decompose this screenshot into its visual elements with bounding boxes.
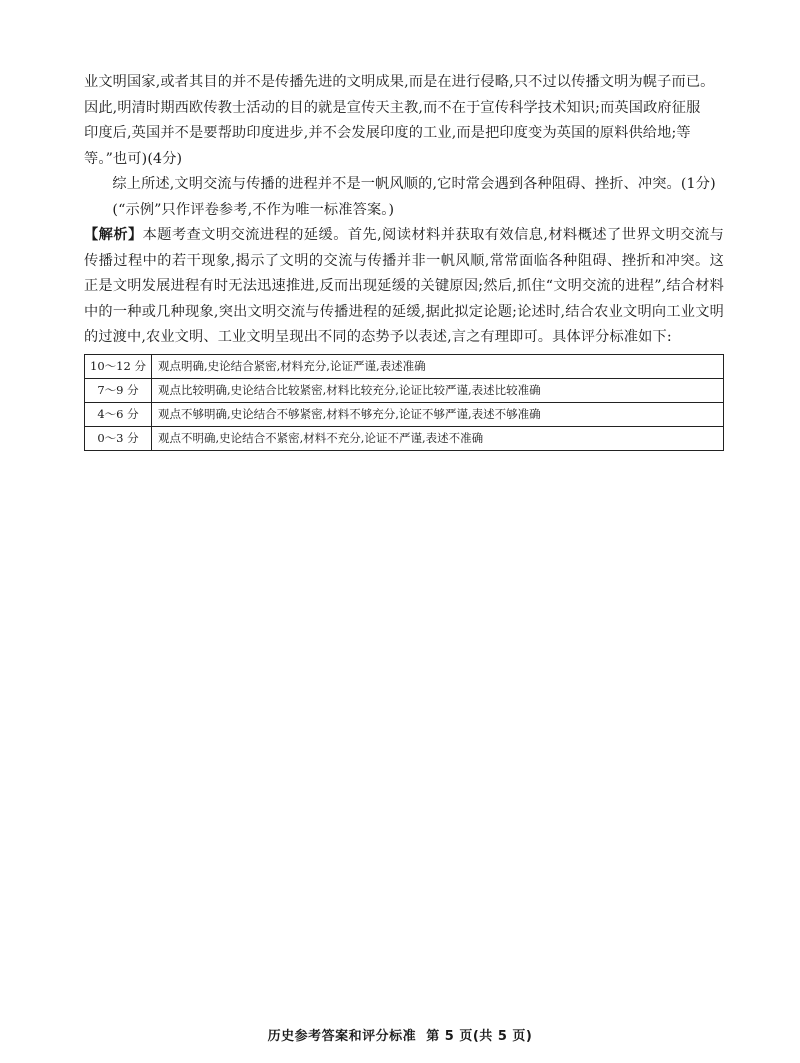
page-content — [84, 70, 724, 451]
analysis-paragraph — [84, 223, 724, 351]
answer-line-1: 业文明国家,或者其目的并不是传播先进的文明成果,而是在进行侵略,只不过以传播文明为幌子而已。 — [84, 74, 715, 90]
page-footer — [0, 1025, 800, 1044]
summary-paragraph: 综上所述,文明交流与传播的进程并不是一帆风顺的,它时常会遇到各种阻碍、挫折、冲突。(1分) — [112, 176, 716, 192]
table-row — [85, 378, 724, 402]
rubric-description: 观点比较明确,史论结合比较紧密,材料比较充分,论证比较严谨,表述比较准确 — [152, 378, 724, 402]
table-row — [85, 354, 724, 378]
example-note: (“示例”只作评卷参考,不作为唯一标准答案。) — [112, 201, 395, 218]
footer-page-number: 第 5 页(共 5 页) — [426, 1029, 533, 1044]
answer-line-2: 因此,明清时期西欧传教士活动的目的就是宣传天主教,而不在于宣传科学技术知识;而英国政府征服 — [84, 99, 701, 116]
analysis-label: 【解析】 — [84, 227, 143, 243]
rubric-score: 10～12 分 — [85, 354, 152, 378]
rubric-description: 观点明确,史论结合紧密,材料充分,论证严谨,表述准确 — [152, 354, 724, 378]
table-row — [85, 402, 724, 426]
rubric-description: 观点不明确,史论结合不紧密,材料不充分,论证不严谨,表述不准确 — [152, 426, 724, 450]
answer-line-3: 印度后,英国并不是要帮助印度进步,并不会发展印度的工业,而是把印度变为英国的原料供给地;等 — [84, 125, 691, 141]
answer-line-4: 等。”也可)(4分) — [84, 150, 183, 167]
table-row — [85, 426, 724, 450]
footer-title: 历史参考答案和评分标准 — [267, 1029, 417, 1044]
analysis-text: 本题考查文明交流进程的延缓。首先,阅读材料并获取有效信息,材料概述了世界文明交流与传播过程中的若干现象,揭示了文明的交流与传播并非一帆风顺,常常面临各种阻碍、挫折和冲突。这正是文明发展进程有时无法迅速推进,反而出现延缓的关键原因;然后,抓住“文明交流的进程”,结合材料中的一种或几种现象,突出文明交流与传播进程的延缓,据此拟定论题;论述时,结合农业文明向工业文明的过渡中,农业文明、工业文明呈现出不同的态势予以表述,言之有理即可。具体评分标准如下: — [84, 227, 724, 345]
rubric-score: 7～9 分 — [85, 378, 152, 402]
rubric-score: 0～3 分 — [85, 426, 152, 450]
rubric-score: 4～6 分 — [85, 402, 152, 426]
scoring-rubric-table — [84, 354, 724, 451]
rubric-description: 观点不够明确,史论结合不够紧密,材料不够充分,论证不够严谨,表述不够准确 — [152, 402, 724, 426]
